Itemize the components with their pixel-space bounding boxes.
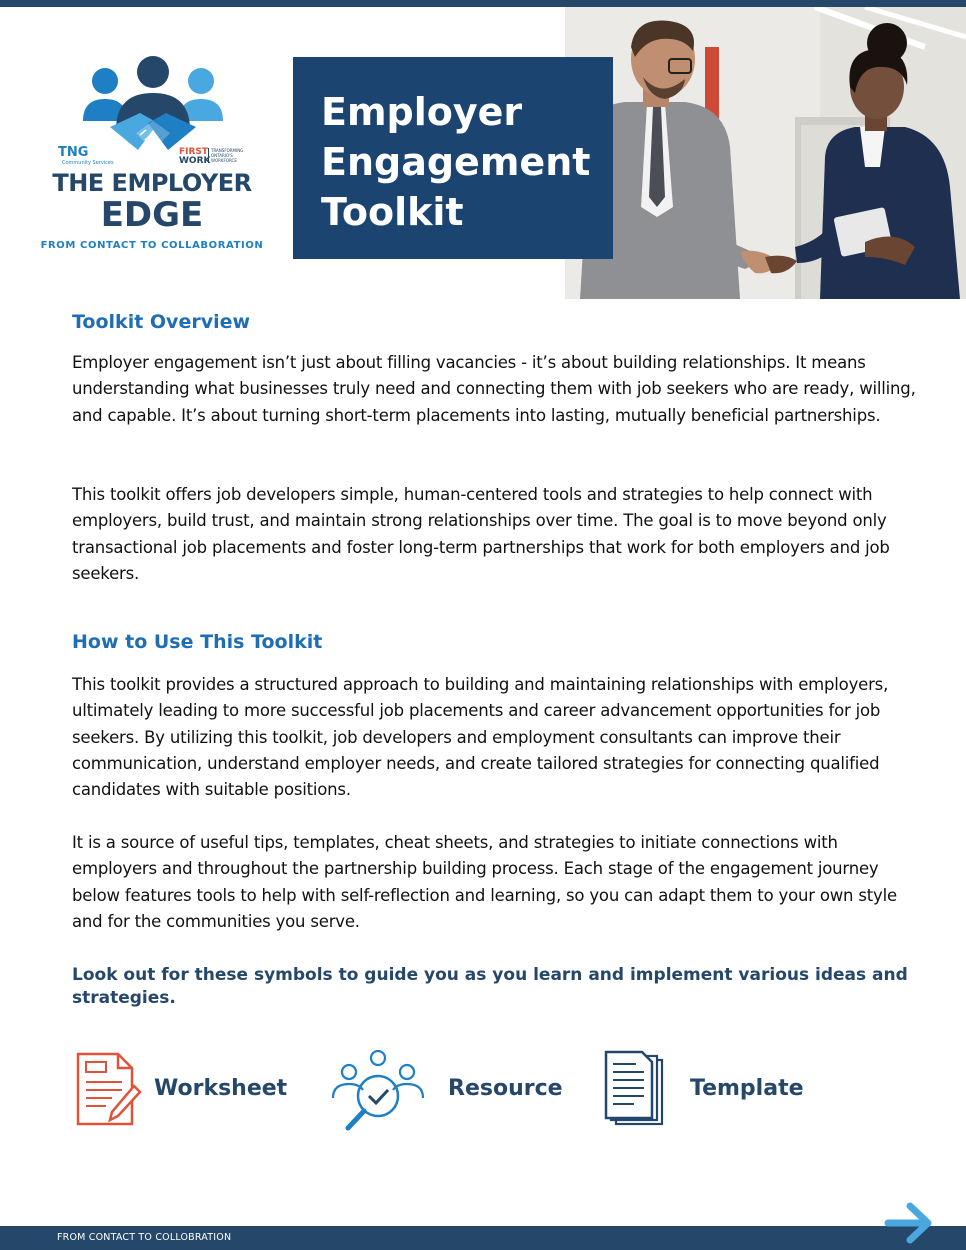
footer-bar [0,1226,966,1250]
partner-logos [58,145,258,169]
first-work-logo: FIRST WORK [179,147,211,166]
handshake-photo-illustration [565,7,966,299]
worksheet-label: Worksheet [154,1076,288,1101]
top-accent-bar [0,0,966,7]
overview-paragraph-1: Employer engagement isn’t just about filling vacancies - it’s about building relationships. It means understanding what businesses truly need and connecting them with job seekers who are ready, willing, and capable. It’s about turning short-term placements into lasting, mutually beneficial partnerships. [72,353,916,425]
people-magnifier-icon [329,1050,427,1132]
symbol-template [604,1050,824,1130]
how-to-paragraph-1: This toolkit provides a structured approach to building and maintaining relationships with employers, ultimately leading to more successful job placements and career advancement opportunities for job seekers. By utilizing this toolkit, job developers and employment consultants can improve their communication, understand employer needs, and create tailored strategies for connecting qualified candidates with suitable positions. [72,675,889,800]
overview-heading: Toolkit Overview [72,311,251,333]
how-to-heading: How to Use This Toolkit [72,631,323,653]
tng-subtitle: Community Services [62,160,114,166]
handshake-photo [565,7,966,299]
title-line-1: Employer [321,90,523,134]
symbols-callout: Look out for these symbols to guide you as you learn and implement various ideas and strategies. [72,965,908,1008]
brand-line-2: EDGE [100,195,204,235]
symbol-resource [329,1050,569,1130]
brand-line-1: THE EMPLOYER [52,169,252,197]
next-page-arrow-icon[interactable] [884,1200,936,1246]
title-line-3: Toolkit [321,190,464,234]
tng-logo-text: TNG [58,145,89,160]
title-banner [293,57,613,259]
document-stack-icon [604,1050,666,1128]
brand-tagline: FROM CONTACT TO COLLABORATION [40,240,264,251]
first-work-subtitle: TRANSFORMING ONTARIO'S WORKFORCE [208,148,252,163]
footer-text: FROM CONTACT TO COLLOBRATION [57,1232,232,1243]
template-label: Template [690,1076,804,1101]
how-to-paragraph-2: It is a source of useful tips, templates, cheat sheets, and strategies to initiate connections with employers and throughout the partnership building process. Each stage of the engagement journey below features tools to help with self-reflection and learning, so you can adapt them to your own style and for the communities you serve. [72,833,897,931]
symbol-worksheet [72,1050,292,1130]
employer-edge-logo [38,55,266,255]
title-line-2: Engagement [321,140,591,184]
overview-paragraph-2: This toolkit offers job developers simple, human-centered tools and strategies to help connect with employers, build trust, and maintain strong relationships over time. The goal is to move beyond only transactional job placements and foster long-term partnerships that work for both employers and job seekers. [72,485,890,583]
worksheet-icon [72,1050,142,1128]
resource-label: Resource [448,1076,563,1101]
